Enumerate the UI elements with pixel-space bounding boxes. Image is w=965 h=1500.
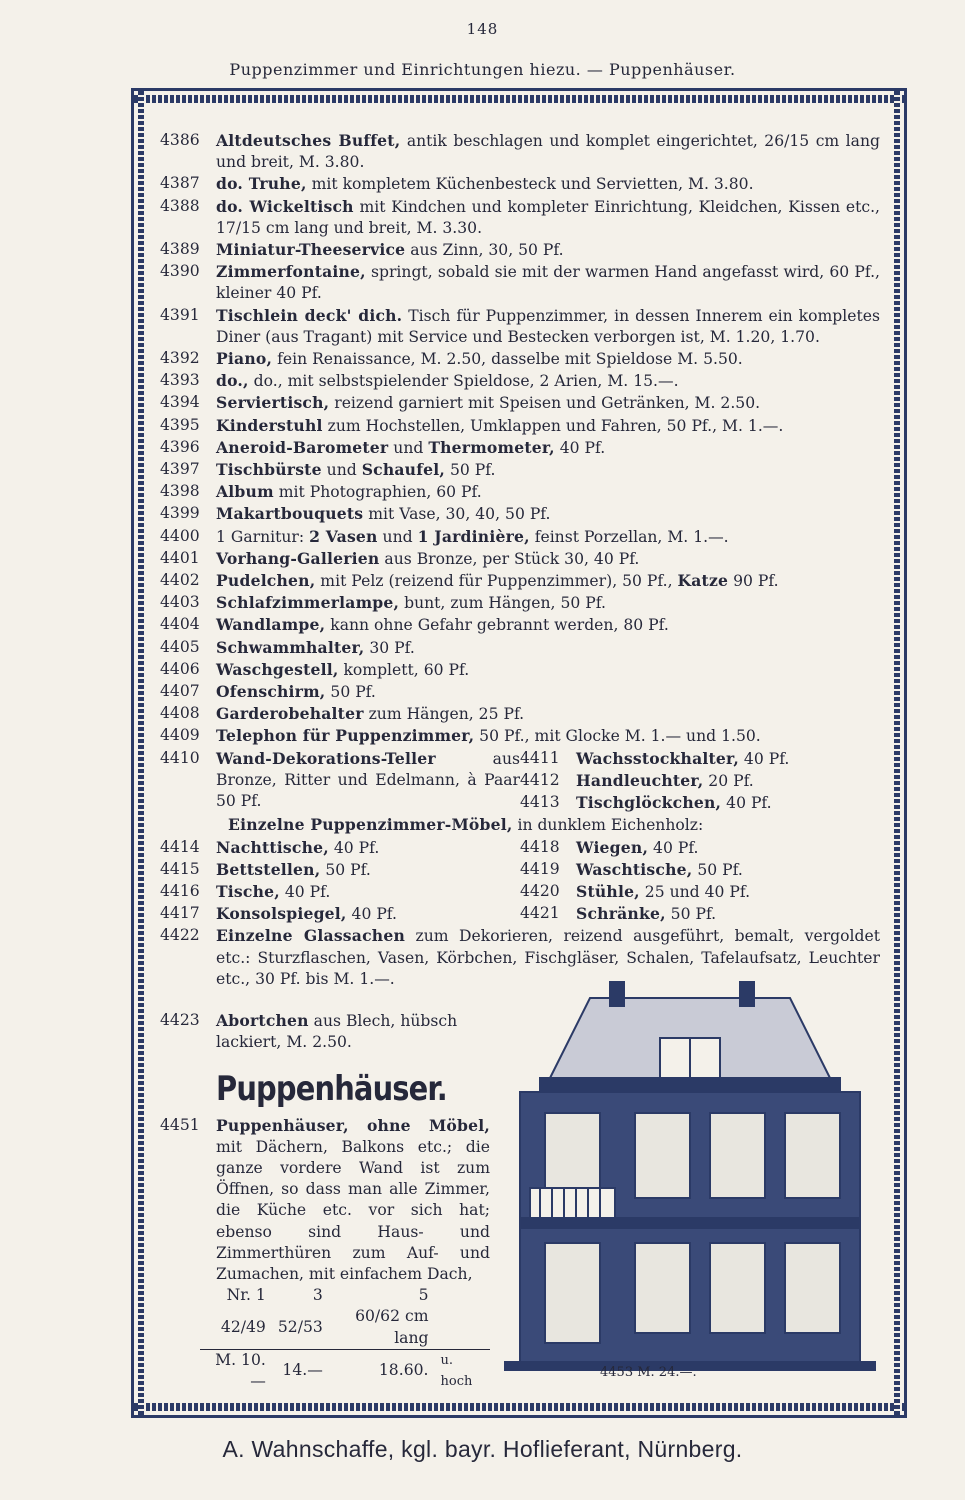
item-number: 4412 — [520, 770, 560, 789]
item-number: 4398 — [160, 482, 200, 501]
item-number: 4395 — [160, 415, 200, 434]
list-item: 4409 Telephon für Puppenzimmer, 50 Pf., mit Glocke M. 1.— und 1.50. — [160, 725, 880, 747]
item-number: 4421 — [520, 904, 560, 923]
list-item: 4414 Nachttische, 40 Pf. — [160, 837, 520, 859]
list-item: 4421 Schränke, 50 Pf. — [520, 903, 880, 925]
item-number: 4411 — [520, 748, 560, 767]
size-cell: 52/53 — [277, 1318, 323, 1337]
item-number: 4409 — [160, 726, 200, 745]
list-item: 4405 Schwammhalter, 30 Pf. — [160, 637, 880, 659]
size-cell: 60/62 cm lang — [355, 1307, 429, 1347]
item-number: 4413 — [520, 793, 560, 812]
item-number: 4396 — [160, 437, 200, 456]
list-item: 4395 Kinderstuhl zum Hochstellen, Umklappen und Fahren, 50 Pf., M. 1.—. — [160, 415, 880, 437]
item-number: 4387 — [160, 174, 200, 193]
item-number: 4393 — [160, 371, 200, 390]
item-number: 4401 — [160, 548, 200, 567]
item-number: 4410 — [160, 748, 200, 767]
item-number: 4388 — [160, 196, 200, 215]
item-number: 4394 — [160, 393, 200, 412]
list-item: 4399 Makartbouquets mit Vase, 30, 40, 50 Pf. — [160, 503, 880, 525]
list-item: 4386 Altdeutsches Buffet, antik beschlagen und komplet eingerichtet, 26/15 cm lang und breit, M. 3.80. — [160, 130, 880, 173]
list-item: 4422 Einzelne Glassachen zum Dekorieren, reizend ausgeführt, bemalt, vergoldet etc.: Sturzflaschen, Vasen, Körbchen, Fischgläser, Schalen, Tafelaufsatz, Leuchter etc., 30 Pf. bis M. 1.—. — [160, 926, 881, 988]
list-item: 4401 Vorhang-Gallerien aus Bronze, per Stück 30, 40 Pf. — [160, 548, 880, 570]
list-item: 4397 Tischbürste und Schaufel, 50 Pf. — [160, 459, 880, 481]
item-number: 4402 — [160, 571, 200, 590]
list-item: 4390 Zimmerfontaine, springt, sobald sie mit der warmen Hand angefasst wird, 60 Pf., kleiner 40 Pf. — [160, 261, 880, 304]
item-number: 4417 — [160, 904, 200, 923]
list-item: 4420 Stühle, 25 und 40 Pf. — [520, 881, 880, 903]
item-number: 4390 — [160, 262, 200, 281]
size-cell: Nr. 1 — [226, 1286, 266, 1305]
list-item: 4412 Handleuchter, 20 Pf. — [520, 770, 880, 792]
size-table — [200, 1285, 490, 1392]
list-item: 4407 Ofenschirm, 50 Pf. — [160, 681, 880, 703]
item-number: 4419 — [520, 859, 560, 878]
item-number: 4397 — [160, 460, 200, 479]
page-number: 148 — [466, 20, 499, 38]
list-item: 4406 Waschgestell, komplett, 60 Pf. — [160, 659, 880, 681]
size-cell: 3 — [312, 1286, 323, 1305]
item-number: 4386 — [160, 131, 200, 149]
item-number: 4404 — [160, 615, 200, 634]
list-item: 4423 Abortchen aus Blech, hübsch lackiert, M. 2.50. — [160, 1011, 458, 1052]
item-number: 4414 — [160, 837, 200, 856]
list-item: 4400 1 Garnitur: 2 Vasen und 1 Jardinière, feinst Porzellan, M. 1.—. — [160, 526, 880, 548]
two-column-block-b — [160, 837, 880, 926]
list-item: 4388 do. Wickeltisch mit Kindchen und kompleter Einrichtung, Kleidchen, Kissen etc., 17/15 cm lang und breit, M. 3.30. — [160, 196, 880, 239]
item-number: 4391 — [160, 305, 200, 324]
size-cell: M. 10.— — [200, 1349, 272, 1392]
size-suffix: u. hoch — [435, 1349, 491, 1392]
item-number: 4415 — [160, 859, 200, 878]
list-item: 4419 Waschtische, 50 Pf. — [520, 859, 880, 881]
item-number: 4400 — [160, 526, 200, 545]
item-number: 4403 — [160, 593, 200, 612]
size-cell: 42/49 — [220, 1318, 266, 1337]
list-item: 4404 Wandlampe, kann ohne Gefahr gebrannt werden, 80 Pf. — [160, 614, 880, 636]
lower-left-text — [160, 1010, 490, 1392]
list-item: 4398 Album mit Photographien, 60 Pf. — [160, 481, 880, 503]
list-item: 4417 Konsolspiegel, 40 Pf. — [160, 903, 520, 925]
list-item: 4387 do. Truhe, mit kompletem Küchenbesteck und Servietten, M. 3.80. — [160, 173, 880, 195]
einzelne-heading: Einzelne Puppenzimmer-Möbel, in dunklem Eichenholz: — [228, 815, 704, 835]
item-number: 4399 — [160, 504, 200, 523]
item-number: 4389 — [160, 240, 200, 259]
item-list — [160, 130, 880, 990]
page-header: Puppenzimmer und Einrichtungen hiezu. — Puppenhäuser. — [229, 60, 736, 79]
list-item: 4403 Schlafzimmerlampe, bunt, zum Hängen, 50 Pf. — [160, 592, 880, 614]
list-item: 4391 Tischlein deck' dich. Tisch für Puppenzimmer, in dessen Innerem ein kompletes Diner (aus Tragant) mit Service und Bestecken verborgen ist, M. 1.20, 1.70. — [160, 305, 880, 348]
item-number: 4406 — [160, 659, 200, 678]
list-item: 4392 Piano, fein Renaissance, M. 2.50, dasselbe mit Spieldose M. 5.50. — [160, 348, 880, 370]
item-number: 4392 — [160, 349, 200, 368]
item-number: 4408 — [160, 704, 200, 723]
list-item: 4394 Serviertisch, reizend garniert mit Speisen und Getränken, M. 2.50. — [160, 392, 880, 414]
item-number: 4416 — [160, 881, 200, 900]
list-item: 4415 Bettstellen, 50 Pf. — [160, 859, 520, 881]
two-column-block-a — [160, 748, 880, 815]
item-number: 4405 — [160, 637, 200, 656]
size-cell: 5 — [418, 1286, 429, 1305]
list-item: 4411 Wachsstockhalter, 40 Pf. — [520, 748, 880, 770]
item-number: 4418 — [520, 837, 560, 856]
size-cell: 14.— — [272, 1349, 329, 1392]
item-number: 4420 — [520, 881, 560, 900]
list-item: 4410 Wand-Dekorations-Teller aus Bronze, Ritter und Edelmann, à Paar 50 Pf. — [160, 748, 520, 813]
list-item: 4413 Tischglöckchen, 40 Pf. — [520, 792, 880, 814]
dollhouse-illustration — [500, 978, 880, 1373]
list-item: 4389 Miniatur-Theeservice aus Zinn, 30, 50 Pf. — [160, 239, 880, 261]
illustration-caption: 4453 M. 24.—. — [600, 1365, 697, 1380]
page-footer: A. Wahnschaffe, kgl. bayr. Hoflieferant, Nürnberg. — [222, 1436, 743, 1462]
list-item: 4396 Aneroid-Barometer und Thermometer, 40 Pf. — [160, 437, 880, 459]
size-cell: 18.60. — [329, 1349, 435, 1392]
list-item: 4418 Wiegen, 40 Pf. — [520, 837, 880, 859]
list-item: 4451 Puppenhäuser, ohne Möbel, mit Dächern, Balkons etc.; die ganze vordere Wand ist zum Öffnen, so dass man alle Zimmer, die Küche etc. vor sich hat; ebenso sind Haus- und Zimmerthüren zum Auf- und Zumachen, mit einfachem Dach, — [160, 1115, 490, 1284]
list-item: 4393 do., do., mit selbstspielender Spieldose, 2 Arien, M. 15.—. — [160, 370, 880, 392]
item-number: 4407 — [160, 682, 200, 701]
section-title: Puppenhäuser. — [216, 1069, 447, 1110]
list-item: 4408 Garderobehalter zum Hängen, 25 Pf. — [160, 703, 880, 725]
list-item: 4402 Pudelchen, mit Pelz (reizend für Puppenzimmer), 50 Pf., Katze 90 Pf. — [160, 570, 880, 592]
list-item: 4416 Tische, 40 Pf. — [160, 881, 520, 903]
